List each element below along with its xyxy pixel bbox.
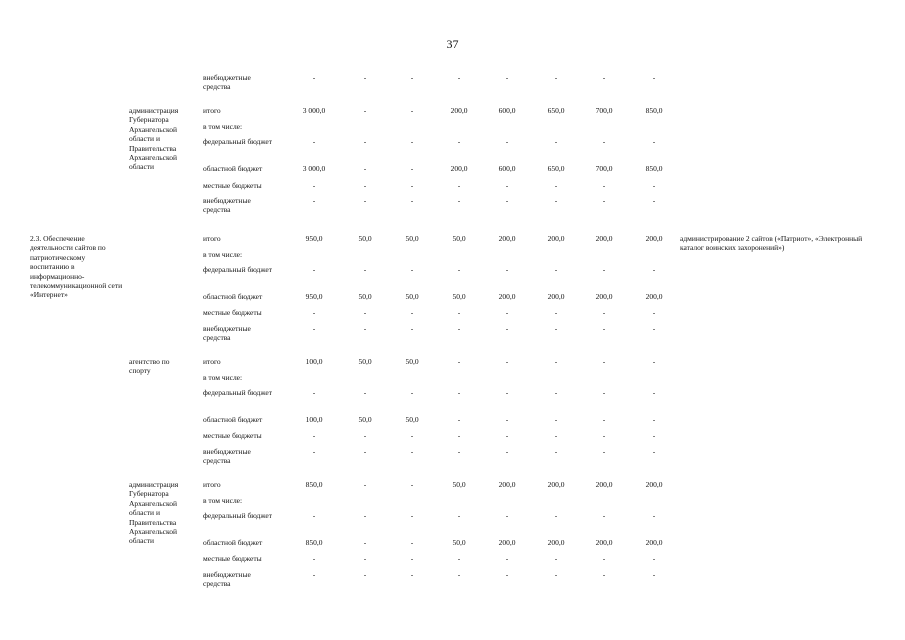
funding-source: областной бюджет bbox=[203, 415, 263, 424]
amount-cell: - bbox=[554, 570, 558, 579]
amount-cell: - bbox=[602, 181, 606, 190]
amount-cell: 50,0 bbox=[405, 357, 419, 366]
amount-cell: 200,0 bbox=[645, 480, 663, 489]
page-number: 37 bbox=[446, 37, 459, 51]
amount-cell: 50,0 bbox=[452, 480, 466, 489]
amount-cell: 50,0 bbox=[452, 234, 466, 243]
amount-cell: - bbox=[602, 308, 606, 317]
amount-cell: - bbox=[363, 324, 367, 333]
funding-source: в том числе: bbox=[203, 373, 243, 382]
amount-cell: 200,0 bbox=[595, 234, 613, 243]
amount-cell: - bbox=[554, 554, 558, 563]
amount-cell: - bbox=[602, 196, 606, 205]
amount-cell: - bbox=[505, 570, 509, 579]
amount-cell: - bbox=[602, 431, 606, 440]
amount-cell: - bbox=[602, 511, 606, 520]
amount-cell: - bbox=[652, 73, 656, 82]
amount-cell: 200,0 bbox=[645, 538, 663, 547]
amount-cell: - bbox=[457, 388, 461, 397]
amount-cell: 650,0 bbox=[547, 164, 565, 173]
amount-cell: 200,0 bbox=[547, 538, 565, 547]
amount-cell: 200,0 bbox=[595, 538, 613, 547]
amount-cell: - bbox=[363, 388, 367, 397]
amount-cell: - bbox=[505, 196, 509, 205]
amount-cell: - bbox=[652, 137, 656, 146]
executor-name: администрация Губернатора Архангельской области и Правительства Архангельской области bbox=[129, 106, 179, 172]
amount-cell: - bbox=[457, 554, 461, 563]
amount-cell: 700,0 bbox=[595, 164, 613, 173]
amount-cell: 200,0 bbox=[547, 292, 565, 301]
amount-cell: 200,0 bbox=[450, 164, 468, 173]
funding-source: областной бюджет bbox=[203, 292, 263, 301]
amount-cell: - bbox=[363, 196, 367, 205]
amount-cell: 3 000,0 bbox=[302, 164, 326, 173]
amount-cell: - bbox=[652, 265, 656, 274]
amount-cell: - bbox=[554, 431, 558, 440]
amount-cell: - bbox=[554, 324, 558, 333]
funding-source: в том числе: bbox=[203, 122, 243, 131]
amount-cell: - bbox=[554, 265, 558, 274]
amount-cell: - bbox=[410, 388, 414, 397]
amount-cell: - bbox=[410, 538, 414, 547]
funding-source: внебюджетные средства bbox=[203, 73, 251, 92]
amount-cell: - bbox=[363, 431, 367, 440]
amount-cell: - bbox=[602, 357, 606, 366]
amount-cell: - bbox=[312, 181, 316, 190]
amount-cell: - bbox=[363, 73, 367, 82]
amount-cell: 200,0 bbox=[498, 538, 516, 547]
amount-cell: - bbox=[602, 324, 606, 333]
amount-cell: - bbox=[652, 324, 656, 333]
amount-cell: - bbox=[505, 308, 509, 317]
amount-cell: - bbox=[457, 431, 461, 440]
amount-cell: - bbox=[363, 164, 367, 173]
amount-cell: 850,0 bbox=[305, 538, 323, 547]
amount-cell: - bbox=[410, 106, 414, 115]
amount-cell: - bbox=[652, 308, 656, 317]
amount-cell: - bbox=[363, 106, 367, 115]
amount-cell: 50,0 bbox=[405, 292, 419, 301]
amount-cell: - bbox=[505, 73, 509, 82]
amount-cell: 200,0 bbox=[645, 234, 663, 243]
amount-cell: 650,0 bbox=[547, 106, 565, 115]
amount-cell: - bbox=[312, 137, 316, 146]
amount-cell: - bbox=[652, 415, 656, 424]
amount-cell: - bbox=[410, 511, 414, 520]
amount-cell: - bbox=[312, 73, 316, 82]
amount-cell: - bbox=[457, 357, 461, 366]
funding-source: внебюджетные средства bbox=[203, 324, 251, 343]
funding-source: областной бюджет bbox=[203, 164, 263, 173]
amount-cell: - bbox=[410, 554, 414, 563]
amount-cell: - bbox=[602, 570, 606, 579]
amount-cell: - bbox=[602, 388, 606, 397]
funding-source: местные бюджеты bbox=[203, 554, 262, 563]
amount-cell: 950,0 bbox=[305, 292, 323, 301]
amount-cell: - bbox=[457, 415, 461, 424]
amount-cell: 50,0 bbox=[405, 415, 419, 424]
amount-cell: - bbox=[363, 137, 367, 146]
amount-cell: - bbox=[602, 415, 606, 424]
amount-cell: - bbox=[505, 137, 509, 146]
amount-cell: - bbox=[457, 181, 461, 190]
amount-cell: - bbox=[554, 388, 558, 397]
funding-source: в том числе: bbox=[203, 250, 243, 259]
amount-cell: - bbox=[554, 447, 558, 456]
amount-cell: - bbox=[312, 265, 316, 274]
amount-cell: - bbox=[652, 357, 656, 366]
funding-source: в том числе: bbox=[203, 496, 243, 505]
amount-cell: - bbox=[652, 388, 656, 397]
amount-cell: 850,0 bbox=[305, 480, 323, 489]
amount-cell: 200,0 bbox=[645, 292, 663, 301]
amount-cell: - bbox=[312, 308, 316, 317]
amount-cell: 200,0 bbox=[595, 292, 613, 301]
funding-source: местные бюджеты bbox=[203, 431, 262, 440]
amount-cell: 600,0 bbox=[498, 164, 516, 173]
amount-cell: - bbox=[410, 164, 414, 173]
amount-cell: 50,0 bbox=[358, 234, 372, 243]
amount-cell: - bbox=[410, 431, 414, 440]
amount-cell: - bbox=[505, 357, 509, 366]
amount-cell: - bbox=[457, 308, 461, 317]
amount-cell: - bbox=[652, 447, 656, 456]
amount-cell: - bbox=[457, 570, 461, 579]
expected-result: администрирование 2 сайтов («Патриот», «Электронный каталог воинских захоронений») bbox=[680, 234, 863, 253]
amount-cell: 100,0 bbox=[305, 357, 323, 366]
amount-cell: 200,0 bbox=[450, 106, 468, 115]
amount-cell: - bbox=[554, 415, 558, 424]
amount-cell: 200,0 bbox=[498, 480, 516, 489]
amount-cell: - bbox=[363, 308, 367, 317]
amount-cell: - bbox=[505, 388, 509, 397]
amount-cell: 100,0 bbox=[305, 415, 323, 424]
funding-source: федеральный бюджет bbox=[203, 388, 273, 397]
amount-cell: - bbox=[602, 137, 606, 146]
amount-cell: 50,0 bbox=[358, 292, 372, 301]
amount-cell: - bbox=[410, 308, 414, 317]
amount-cell: - bbox=[410, 181, 414, 190]
amount-cell: - bbox=[410, 73, 414, 82]
funding-source: итого bbox=[203, 480, 221, 489]
amount-cell: - bbox=[554, 137, 558, 146]
amount-cell: - bbox=[410, 480, 414, 489]
amount-cell: - bbox=[457, 196, 461, 205]
funding-source: местные бюджеты bbox=[203, 308, 262, 317]
amount-cell: 200,0 bbox=[547, 234, 565, 243]
amount-cell: - bbox=[505, 511, 509, 520]
amount-cell: - bbox=[312, 431, 316, 440]
amount-cell: 700,0 bbox=[595, 106, 613, 115]
amount-cell: 3 000,0 bbox=[302, 106, 326, 115]
amount-cell: 50,0 bbox=[358, 415, 372, 424]
amount-cell: 200,0 bbox=[595, 480, 613, 489]
amount-cell: - bbox=[363, 181, 367, 190]
amount-cell: 950,0 bbox=[305, 234, 323, 243]
amount-cell: 200,0 bbox=[547, 480, 565, 489]
amount-cell: - bbox=[554, 357, 558, 366]
amount-cell: - bbox=[554, 73, 558, 82]
funding-source: внебюджетные средства bbox=[203, 570, 251, 589]
amount-cell: - bbox=[554, 511, 558, 520]
amount-cell: 600,0 bbox=[498, 106, 516, 115]
amount-cell: - bbox=[602, 554, 606, 563]
amount-cell: - bbox=[652, 554, 656, 563]
amount-cell: - bbox=[652, 196, 656, 205]
amount-cell: - bbox=[457, 265, 461, 274]
funding-source: итого bbox=[203, 357, 221, 366]
amount-cell: - bbox=[652, 181, 656, 190]
amount-cell: - bbox=[457, 324, 461, 333]
event-name: 2.3. Обеспечение деятельности сайтов по патриотическому воспитанию в информационно-телекоммуникационной сети «Интернет» bbox=[30, 234, 123, 300]
amount-cell: 50,0 bbox=[405, 234, 419, 243]
amount-cell: - bbox=[652, 511, 656, 520]
amount-cell: - bbox=[312, 388, 316, 397]
executor-name: администрация Губернатора Архангельской области и Правительства Архангельской области bbox=[129, 480, 179, 546]
amount-cell: - bbox=[410, 196, 414, 205]
amount-cell: 850,0 bbox=[645, 164, 663, 173]
amount-cell: - bbox=[410, 324, 414, 333]
amount-cell: - bbox=[312, 196, 316, 205]
funding-source: внебюджетные средства bbox=[203, 196, 251, 215]
amount-cell: - bbox=[363, 554, 367, 563]
funding-source: областной бюджет bbox=[203, 538, 263, 547]
amount-cell: - bbox=[363, 480, 367, 489]
amount-cell: 50,0 bbox=[358, 357, 372, 366]
amount-cell: - bbox=[457, 511, 461, 520]
amount-cell: - bbox=[410, 570, 414, 579]
funding-source: итого bbox=[203, 106, 221, 115]
amount-cell: 200,0 bbox=[498, 292, 516, 301]
amount-cell: - bbox=[602, 73, 606, 82]
amount-cell: - bbox=[410, 447, 414, 456]
amount-cell: - bbox=[363, 511, 367, 520]
amount-cell: - bbox=[410, 137, 414, 146]
amount-cell: - bbox=[602, 447, 606, 456]
amount-cell: - bbox=[652, 570, 656, 579]
amount-cell: 50,0 bbox=[452, 538, 466, 547]
amount-cell: - bbox=[554, 181, 558, 190]
amount-cell: - bbox=[652, 431, 656, 440]
amount-cell: 50,0 bbox=[452, 292, 466, 301]
amount-cell: - bbox=[457, 137, 461, 146]
amount-cell: - bbox=[505, 415, 509, 424]
amount-cell: - bbox=[505, 324, 509, 333]
amount-cell: - bbox=[554, 196, 558, 205]
amount-cell: 850,0 bbox=[645, 106, 663, 115]
amount-cell: - bbox=[410, 265, 414, 274]
amount-cell: - bbox=[363, 538, 367, 547]
funding-source: федеральный бюджет bbox=[203, 137, 273, 146]
amount-cell: - bbox=[363, 447, 367, 456]
amount-cell: - bbox=[312, 324, 316, 333]
amount-cell: - bbox=[505, 554, 509, 563]
amount-cell: - bbox=[312, 554, 316, 563]
amount-cell: - bbox=[505, 265, 509, 274]
funding-source: внебюджетные средства bbox=[203, 447, 251, 466]
amount-cell: - bbox=[312, 570, 316, 579]
amount-cell: - bbox=[505, 181, 509, 190]
funding-source: местные бюджеты bbox=[203, 181, 262, 190]
amount-cell: - bbox=[505, 447, 509, 456]
amount-cell: - bbox=[554, 308, 558, 317]
amount-cell: - bbox=[457, 447, 461, 456]
amount-cell: - bbox=[312, 511, 316, 520]
amount-cell: - bbox=[457, 73, 461, 82]
executor-name: агентство по спорту bbox=[129, 357, 170, 376]
amount-cell: - bbox=[505, 431, 509, 440]
funding-source: федеральный бюджет bbox=[203, 511, 273, 520]
amount-cell: - bbox=[363, 570, 367, 579]
amount-cell: - bbox=[363, 265, 367, 274]
amount-cell: - bbox=[602, 265, 606, 274]
amount-cell: - bbox=[312, 447, 316, 456]
funding-source: итого bbox=[203, 234, 221, 243]
funding-source: федеральный бюджет bbox=[203, 265, 273, 274]
amount-cell: 200,0 bbox=[498, 234, 516, 243]
